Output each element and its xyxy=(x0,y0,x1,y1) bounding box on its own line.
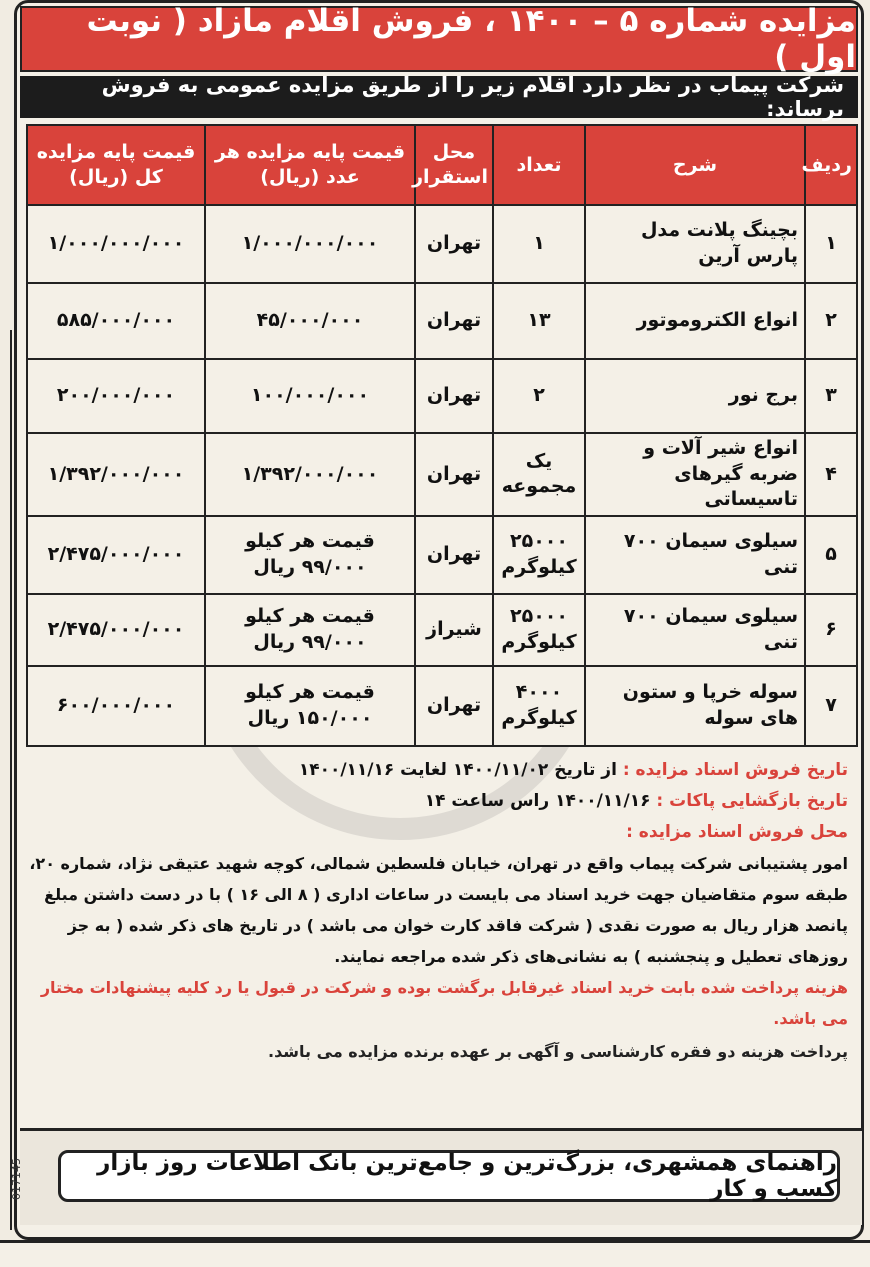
cell-row: ۵ xyxy=(805,516,857,594)
next-ad-edge xyxy=(0,1240,870,1267)
header-unit-price: قیمت پایه مزایده هر عدد (ریال) xyxy=(205,125,415,205)
cell-location: شیراز xyxy=(415,594,493,666)
page-title: مزایده شماره ۵ – ۱۴۰۰ ، فروش اقلام مازاد ( نوبت اول ) xyxy=(86,3,856,75)
cell-quantity: ۲۵۰۰۰ کیلوگرم xyxy=(493,594,585,666)
refund-note: هزینه پرداخت شده بابت خرید اسناد غیرقابل برگشت بوده و شرکت در قبول یا رد کلیه پیشنهادات مختار می باشد. xyxy=(40,978,848,1028)
cell-row: ۶ xyxy=(805,594,857,666)
header-row: ردیف xyxy=(805,125,857,205)
ad-code: 017145 xyxy=(10,1158,23,1200)
cell-description: انواع شیر آلات و ضربه گیرهای تاسیساتی xyxy=(585,433,805,516)
cell-location: تهران xyxy=(415,433,493,516)
cell-total-price: ۱/۳۹۲/۰۰۰/۰۰۰ xyxy=(27,433,205,516)
table-row xyxy=(27,666,857,746)
cell-unit-price: قیمت هر کیلو ۱۵۰/۰۰۰ ریال xyxy=(205,666,415,746)
cell-quantity: ۴۰۰۰ کیلوگرم xyxy=(493,666,585,746)
cell-description: بچینگ پلانت مدل پارس آرین xyxy=(585,205,805,283)
table-row xyxy=(27,516,857,594)
cell-total-price: ۵۸۵/۰۰۰/۰۰۰ xyxy=(27,283,205,359)
cell-description: برج نور xyxy=(585,359,805,433)
items-table xyxy=(26,124,858,747)
sale-date-value: از تاریخ ۱۴۰۰/۱۱/۰۲ لغایت ۱۴۰۰/۱۱/۱۶ xyxy=(298,760,617,780)
cell-unit-price: ۱/۳۹۲/۰۰۰/۰۰۰ xyxy=(205,433,415,516)
intro-text: شرکت پیماب در نظر دارد اقلام زیر را از طریق مزایده عمومی به فروش برساند: xyxy=(101,73,844,121)
cell-quantity: یک مجموعه xyxy=(493,433,585,516)
cell-unit-price: ۴۵/۰۰۰/۰۰۰ xyxy=(205,283,415,359)
hamshahri-banner xyxy=(58,1150,840,1202)
sale-date-line xyxy=(28,755,848,786)
cell-quantity: ۱۳ xyxy=(493,283,585,359)
cell-unit-price: ۱/۰۰۰/۰۰۰/۰۰۰ xyxy=(205,205,415,283)
title-band xyxy=(20,3,858,75)
cell-description: سیلوی سیمان ۷۰۰ تنی xyxy=(585,594,805,666)
cell-total-price: ۲۰۰/۰۰۰/۰۰۰ xyxy=(27,359,205,433)
opening-date-value: ۱۴۰۰/۱۱/۱۶ راس ساعت ۱۴ xyxy=(424,791,651,811)
cell-total-price: ۲/۴۷۵/۰۰۰/۰۰۰ xyxy=(27,516,205,594)
cell-row: ۱ xyxy=(805,205,857,283)
banner-text: راهنمای همشهری، بزرگ‌ترین و جامع‌ترین بانک اطلاعات روز بازار کسب و کار xyxy=(97,1150,837,1202)
header-total-price: قیمت پایه مزایده کل (ریال) xyxy=(27,125,205,205)
subtitle-band xyxy=(20,73,858,121)
sale-date-label: تاریخ فروش اسناد مزایده : xyxy=(622,760,848,780)
fee-note: پرداخت هزینه دو فقره کارشناسی و آگهی بر عهده برنده مزایده می باشد. xyxy=(267,1042,848,1061)
cell-total-price: ۱/۰۰۰/۰۰۰/۰۰۰ xyxy=(27,205,205,283)
table-row xyxy=(27,283,857,359)
table-row xyxy=(27,359,857,433)
cell-description: سیلوی سیمان ۷۰۰ تنی xyxy=(585,516,805,594)
cell-description: انواع الکتروموتور xyxy=(585,283,805,359)
cell-description: سوله خرپا و ستون های سوله xyxy=(585,666,805,746)
cell-location: تهران xyxy=(415,283,493,359)
cell-location: تهران xyxy=(415,516,493,594)
table-row xyxy=(27,205,857,283)
cell-unit-price: قیمت هر کیلو ۹۹/۰۰۰ ریال xyxy=(205,594,415,666)
cell-total-price: ۲/۴۷۵/۰۰۰/۰۰۰ xyxy=(27,594,205,666)
cell-quantity: ۲۵۰۰۰ کیلوگرم xyxy=(493,516,585,594)
cell-location: تهران xyxy=(415,205,493,283)
sale-place-text: امور پشتیبانی شرکت پیماب واقع در تهران، خیابان فلسطین شمالی، کوچه شهید عتیقی نژاد، شماره ۲۰، طبقه سوم متقاضیان جهت خرید اسناد می بایست در ساعات اداری ( ۸ الی ۱۶ ) با در دست داشتن مبلغ پانصد هزار ریال به صورت نقدی ( شرکت فاقد کارت خوان می باشد ) در تاریخ های ذکر شده ( به جز روزهای تعطیل و پنجشنبه ) به نشانی‌های ذکر شده مراجعه نمایند. xyxy=(29,854,848,966)
cell-row: ۲ xyxy=(805,283,857,359)
cell-row: ۳ xyxy=(805,359,857,433)
sale-place-label: محل فروش اسناد مزایده : xyxy=(626,822,848,842)
cell-unit-price: ۱۰۰/۰۰۰/۰۰۰ xyxy=(205,359,415,433)
cell-location: تهران xyxy=(415,359,493,433)
cell-location: تهران xyxy=(415,666,493,746)
info-section xyxy=(28,755,848,1070)
sale-place-line xyxy=(28,817,848,848)
opening-date-label: تاریخ بازگشایی پاکات : xyxy=(656,791,848,811)
cell-quantity: ۱ xyxy=(493,205,585,283)
cell-unit-price: قیمت هر کیلو ۹۹/۰۰۰ ریال xyxy=(205,516,415,594)
opening-date-line xyxy=(28,786,848,817)
cell-row: ۴ xyxy=(805,433,857,516)
header-description: شرح xyxy=(585,125,805,205)
table-row xyxy=(27,594,857,666)
header-quantity: تعداد xyxy=(493,125,585,205)
cell-quantity: ۲ xyxy=(493,359,585,433)
cell-row: ۷ xyxy=(805,666,857,746)
cell-total-price: ۶۰۰/۰۰۰/۰۰۰ xyxy=(27,666,205,746)
left-edge xyxy=(0,330,12,1230)
table-row xyxy=(27,433,857,516)
header-location: محل استقرار xyxy=(415,125,493,205)
